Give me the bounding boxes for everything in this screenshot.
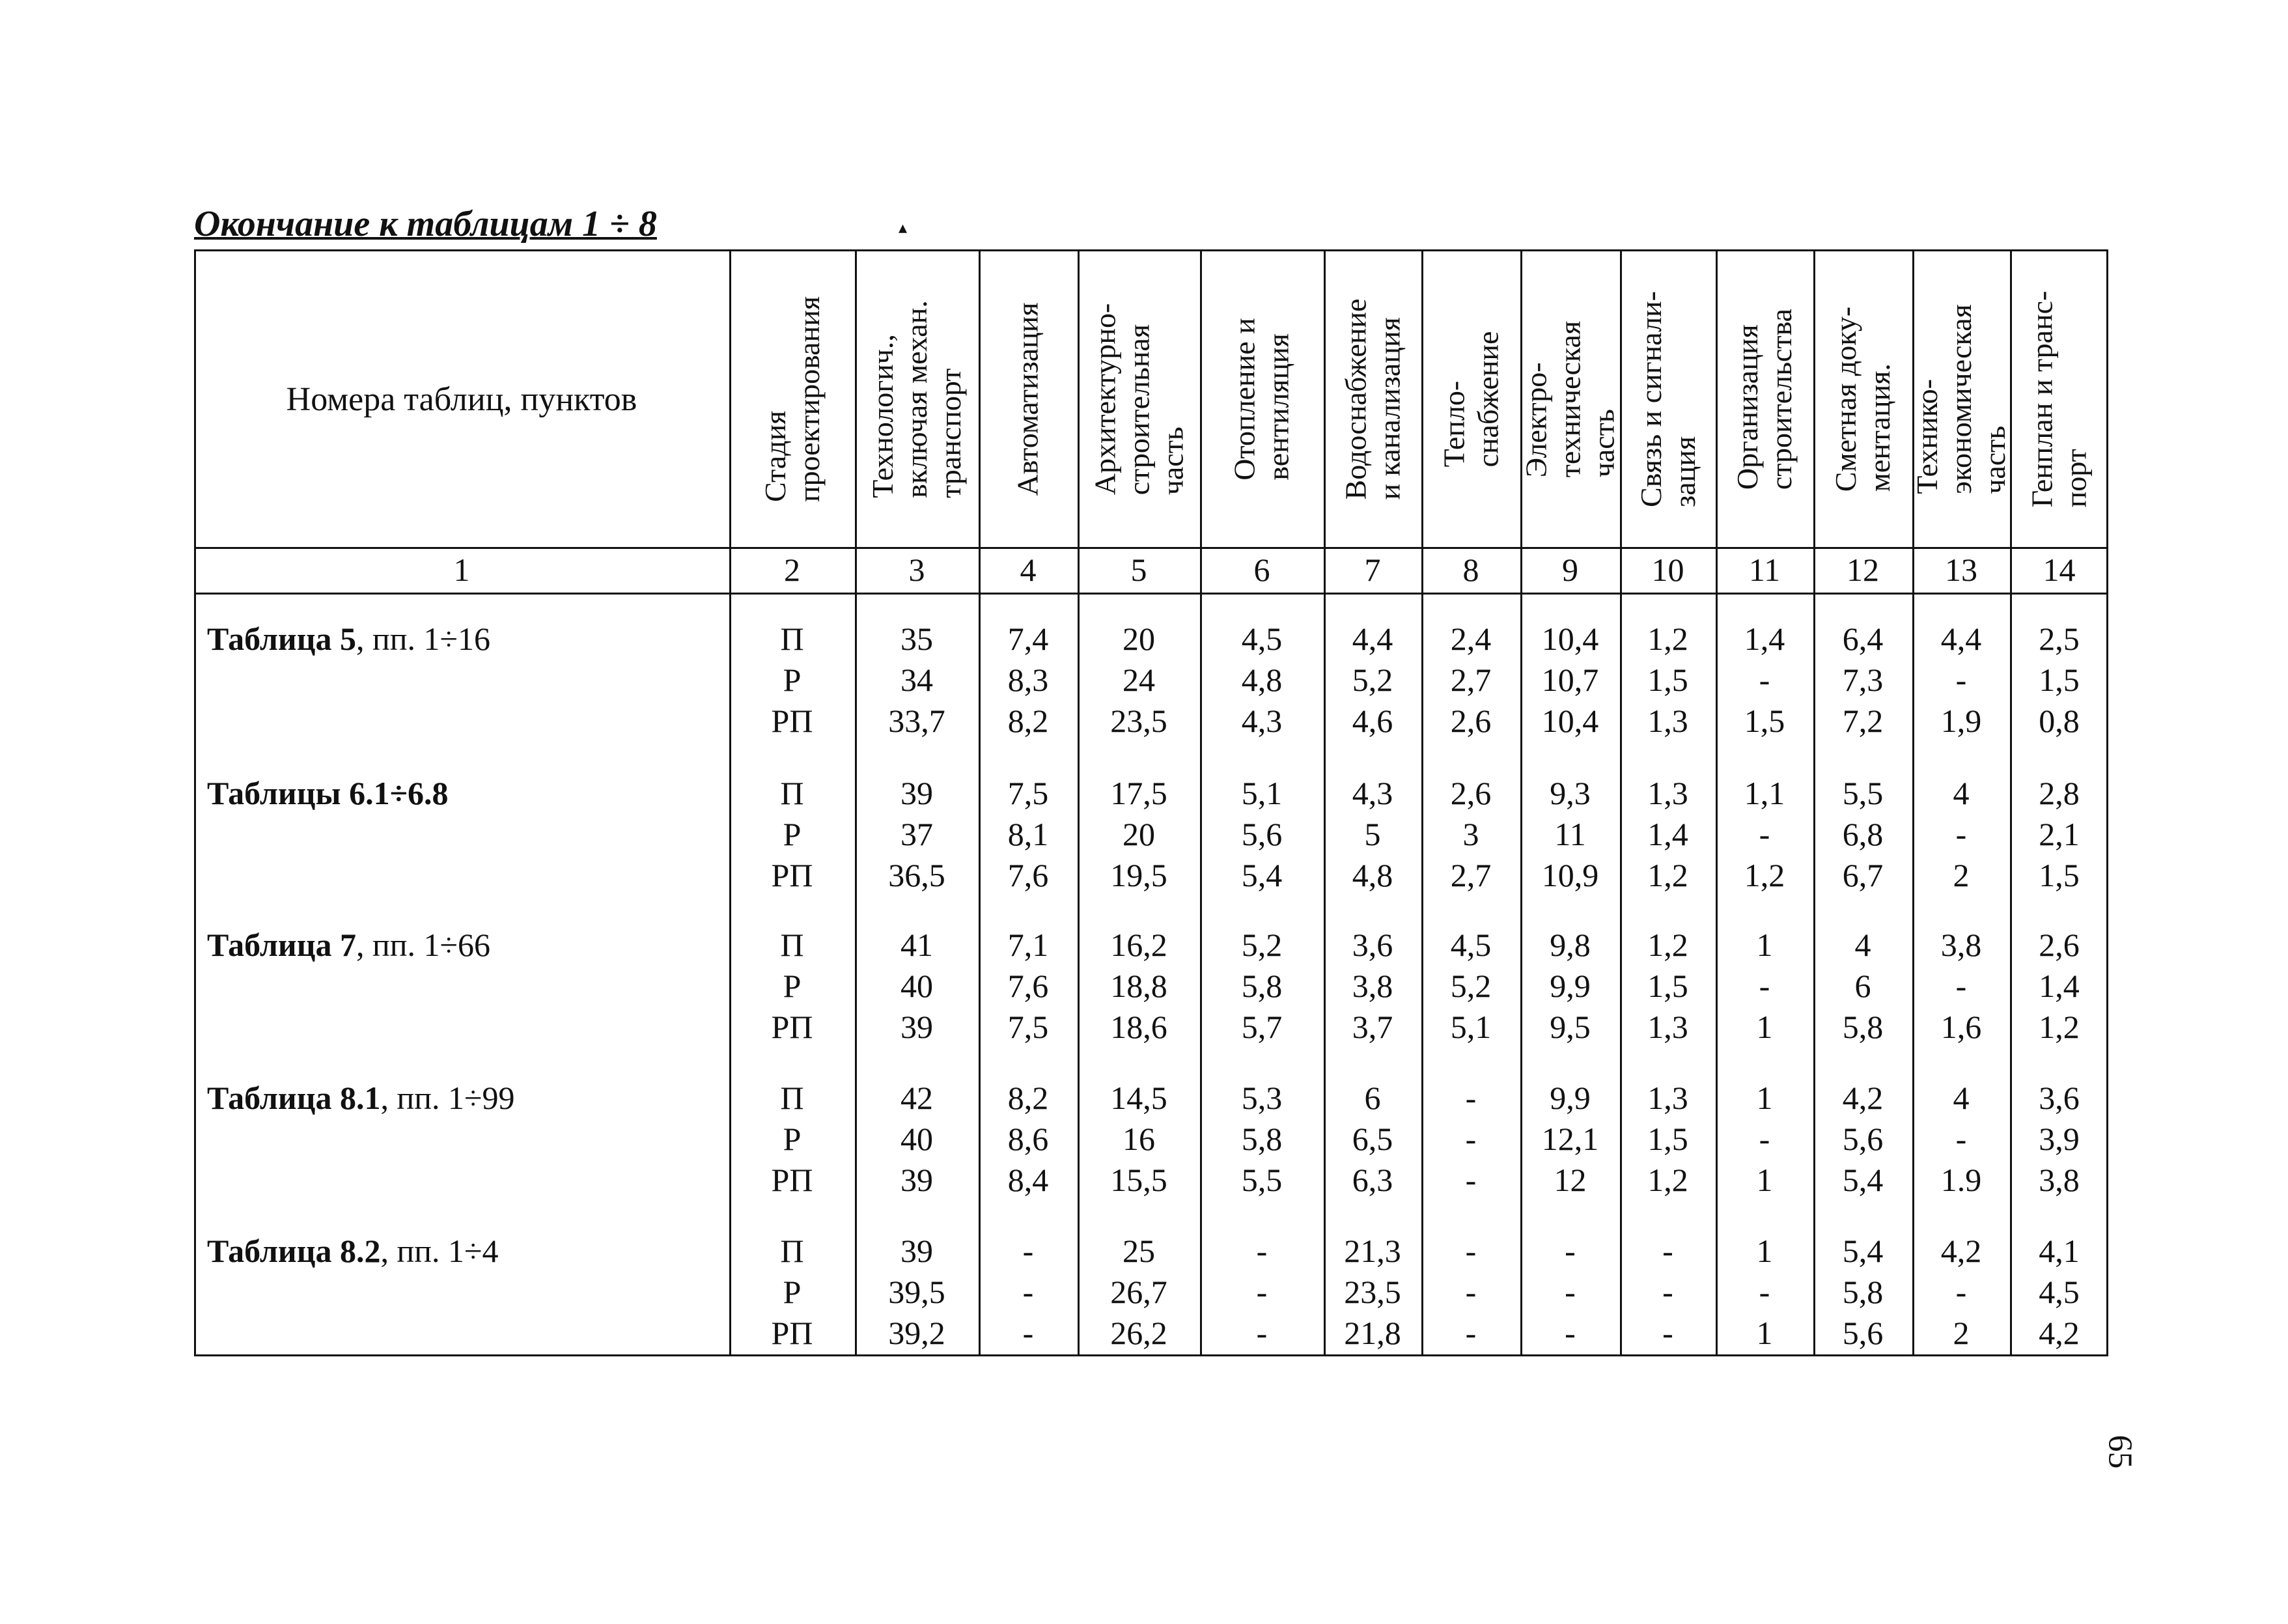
table-cell: 7,5 (1007, 1009, 1049, 1045)
header-col-3 (855, 249, 979, 549)
table-cell: - (1256, 1315, 1268, 1351)
table-cell: 2,6 (1450, 775, 1492, 811)
table-cell: - (1955, 1274, 1967, 1310)
header-col-6 (1200, 249, 1324, 549)
column-number: 3 (908, 552, 925, 588)
group-title (207, 1231, 499, 1271)
table-cell: 7,3 (1842, 662, 1884, 698)
table-cell: 20 (1123, 621, 1155, 657)
table-cell: 4,6 (1352, 703, 1393, 739)
header-col-10 (1620, 249, 1716, 549)
table-cell: 9,8 (1550, 927, 1591, 963)
table-cell: - (1759, 968, 1770, 1004)
table-cell: 6,3 (1352, 1162, 1393, 1198)
table-cell: 2,8 (2039, 775, 2080, 811)
table-cell: РП (771, 857, 813, 893)
table-cell: 24 (1123, 662, 1155, 698)
table-cell: - (1565, 1233, 1576, 1269)
table-cell: РП (771, 1315, 813, 1351)
table-cell: 1 (1756, 1162, 1773, 1198)
table-cell: 5,8 (1241, 1121, 1283, 1157)
table-cell: 8,1 (1007, 816, 1049, 852)
table-cell: 42 (900, 1080, 933, 1116)
group-title-rest: , пп. 1÷66 (356, 927, 490, 963)
table-cell: - (1662, 1233, 1673, 1269)
header-col-8 (1421, 249, 1520, 549)
table-cell: 39 (900, 775, 933, 811)
header-label: Сметная доку- ментация. (1829, 306, 1896, 492)
table-cell: 1 (1756, 927, 1773, 963)
table-cell: - (1465, 1162, 1477, 1198)
table-cell: 5,7 (1241, 1009, 1283, 1045)
column-number: 13 (1945, 552, 1977, 588)
table-cell: РП (771, 1009, 813, 1045)
group-title-rest: , пп. 1÷4 (380, 1233, 499, 1269)
table-cell: 9,9 (1550, 968, 1591, 1004)
table-cell: 5,4 (1241, 857, 1283, 893)
header-label: Технико- экономическая часть (1910, 304, 2012, 494)
table-cell: 23,5 (1110, 703, 1167, 739)
header-col-2 (729, 249, 855, 549)
table-cell: - (1465, 1121, 1477, 1157)
table-cell: 1,2 (1647, 927, 1688, 963)
table-cell: 3,6 (2039, 1080, 2080, 1116)
header-label: Водоснабжение и канализация (1339, 298, 1406, 500)
column-number: 14 (2043, 552, 2076, 588)
table-cell: - (1662, 1315, 1673, 1351)
table-cell: - (1465, 1233, 1477, 1269)
table-cell: - (1955, 968, 1967, 1004)
table-cell: 8,2 (1007, 1080, 1049, 1116)
table-cell: 2 (1953, 857, 1970, 893)
table-cell: 1,2 (1647, 621, 1688, 657)
table-cell: 10,9 (1541, 857, 1599, 893)
table-cell: 1 (1756, 1009, 1773, 1045)
table-cell: 5,6 (1241, 816, 1283, 852)
table-cell: 26,2 (1110, 1315, 1167, 1351)
table-cell: 9,3 (1550, 775, 1591, 811)
table-cell: 3,8 (1352, 968, 1393, 1004)
table-cell: 1 (1756, 1233, 1773, 1269)
group-title-rest: , пп. 1÷16 (356, 621, 490, 657)
table-cell: 5,4 (1842, 1162, 1884, 1198)
table-caption: Окончание к таблицам 1 ÷ 8 (194, 204, 657, 244)
table-cell: 21,3 (1344, 1233, 1401, 1269)
table-cell: 2 (1953, 1315, 1970, 1351)
table-cell: 2,7 (1450, 857, 1492, 893)
table-cell: 3,7 (1352, 1009, 1393, 1045)
header-col-11 (1716, 249, 1813, 549)
group-title-rest: , пп. 1÷99 (380, 1080, 515, 1116)
table-cell: 3 (1462, 816, 1479, 852)
table-cell: - (1955, 662, 1967, 698)
table-cell: 1,5 (1647, 662, 1688, 698)
table-cell: 37 (900, 816, 933, 852)
column-number: 5 (1130, 552, 1147, 588)
table-cell: - (1465, 1315, 1477, 1351)
table-cell: 6 (1854, 968, 1871, 1004)
table-cell: П (780, 775, 804, 811)
table-cell: 1,3 (1647, 775, 1688, 811)
table-cell: 12 (1554, 1162, 1587, 1198)
table-cell: 4,4 (1940, 621, 1982, 657)
table-cell: - (1465, 1274, 1477, 1310)
header-label: Технологич., включая механ. транспорт (866, 300, 968, 498)
table-cell: 5,1 (1450, 1009, 1492, 1045)
table-cell: - (1759, 1121, 1770, 1157)
table-cell: 4 (1953, 1080, 1970, 1116)
table-cell: 7,4 (1007, 621, 1049, 657)
table-cell: - (1256, 1274, 1268, 1310)
table-cell: Р (783, 662, 802, 698)
table-cell: 9,5 (1550, 1009, 1591, 1045)
table-cell: 1,2 (2039, 1009, 2080, 1045)
table-cell: 3,9 (2039, 1121, 2080, 1157)
header-label: Организация строительства (1731, 308, 1798, 490)
table-cell: 34 (900, 662, 933, 698)
table-cell: 39 (900, 1009, 933, 1045)
table-cell: 25 (1123, 1233, 1155, 1269)
table-cell: 1,2 (1744, 857, 1785, 893)
table-cell: 16 (1123, 1121, 1155, 1157)
table-cell: 5 (1364, 816, 1381, 852)
header-col-9 (1520, 249, 1620, 549)
table-cell: Р (783, 816, 802, 852)
column-number: 6 (1253, 552, 1270, 588)
table-cell: 2,1 (2039, 816, 2080, 852)
table-cell: 5,2 (1450, 968, 1492, 1004)
table-cell: 4,3 (1352, 775, 1393, 811)
table-cell: 39 (900, 1233, 933, 1269)
header-col-12 (1813, 249, 1912, 549)
table-cell: 1,5 (1744, 703, 1785, 739)
table-cell: 5,5 (1241, 1162, 1283, 1198)
table-cell: 2,6 (1450, 703, 1492, 739)
header-label: Отопление и вентиляция (1228, 318, 1296, 481)
table-cell: - (1465, 1080, 1477, 1116)
table-cell: - (1759, 662, 1770, 698)
table-cell: 39,2 (888, 1315, 945, 1351)
group-title (207, 1078, 515, 1118)
table-cell: 2,5 (2039, 621, 2080, 657)
header-label: Архитектурно- строительная часть (1088, 303, 1189, 496)
table-cell: 6,8 (1842, 816, 1884, 852)
table-cell: 4,2 (1940, 1233, 1982, 1269)
column-number: 8 (1462, 552, 1479, 588)
table-cell: 4,1 (2039, 1233, 2080, 1269)
column-number: 7 (1364, 552, 1381, 588)
column-number: 12 (1847, 552, 1879, 588)
table-cell: 7,5 (1007, 775, 1049, 811)
table-cell: 1,3 (1647, 1080, 1688, 1116)
header-label: Стадия проектирования (758, 296, 826, 502)
header-label: Связь и сигнали- зация (1634, 291, 1701, 507)
table-cell: 5,8 (1842, 1274, 1884, 1310)
table-cell: П (780, 927, 804, 963)
table-cell: - (1022, 1315, 1034, 1351)
table-cell: 1,5 (2039, 662, 2080, 698)
table-cell: 3,8 (1940, 927, 1982, 963)
table-cell: 1,3 (1647, 1009, 1688, 1045)
table-cell: 40 (900, 968, 933, 1004)
table-cell: 7,6 (1007, 968, 1049, 1004)
table-cell: 14,5 (1110, 1080, 1167, 1116)
header-label: Тепло- снабжение (1437, 331, 1504, 468)
table-cell: - (1256, 1233, 1268, 1269)
table-cell: 18,8 (1110, 968, 1167, 1004)
table-cell: 2,6 (2039, 927, 2080, 963)
column-number: 1 (453, 552, 470, 588)
table-cell: - (1022, 1274, 1034, 1310)
table-cell: - (1662, 1274, 1673, 1310)
table-cell: 4,5 (1450, 927, 1492, 963)
table-cell: 5,6 (1842, 1121, 1884, 1157)
table-cell: 5,2 (1241, 927, 1283, 963)
table-cell: 4,8 (1241, 662, 1283, 698)
group-title-bold: Таблицы 6.1÷6.8 (207, 775, 449, 811)
table-cell: 7,2 (1842, 703, 1884, 739)
table-cell: 5,2 (1352, 662, 1393, 698)
table-cell: 16,2 (1110, 927, 1167, 963)
column-number: 11 (1748, 552, 1781, 588)
table-cell: 17,5 (1110, 775, 1167, 811)
table-cell: 2,7 (1450, 662, 1492, 698)
table-cell: 11 (1554, 816, 1586, 852)
table-cell: Р (783, 968, 802, 1004)
table-cell: 10,4 (1541, 621, 1599, 657)
table-cell: 4,2 (2039, 1315, 2080, 1351)
table-cell: 26,7 (1110, 1274, 1167, 1310)
table-cell: 1,1 (1744, 775, 1785, 811)
table-cell: 5,8 (1241, 968, 1283, 1004)
table-cell: 4,5 (2039, 1274, 2080, 1310)
table-cell: 10,7 (1541, 662, 1599, 698)
table-cell: 1,5 (2039, 857, 2080, 893)
table-cell: 4,5 (1241, 621, 1283, 657)
table-cell: 1.9 (1940, 1162, 1982, 1198)
table-cell: 5,3 (1241, 1080, 1283, 1116)
table-cell: 6,5 (1352, 1121, 1393, 1157)
group-title-bold: Таблица 7 (207, 927, 357, 963)
table-cell: 3,8 (2039, 1162, 2080, 1198)
table-cell: РП (771, 1162, 813, 1198)
column-number: 2 (784, 552, 800, 588)
table-cell: 6,4 (1842, 621, 1884, 657)
table-cell: 1,2 (1647, 857, 1688, 893)
table-cell: 6 (1364, 1080, 1381, 1116)
table-cell: 18,6 (1110, 1009, 1167, 1045)
table-cell: 40 (900, 1121, 933, 1157)
table-cell: П (780, 1080, 804, 1116)
page-number: 65 (2101, 1435, 2139, 1469)
table-cell: 20 (1123, 816, 1155, 852)
table-cell: 4 (1854, 927, 1871, 963)
table-cell: 4,2 (1842, 1080, 1884, 1116)
table-cell: 6,7 (1842, 857, 1884, 893)
table-cell: 1,4 (2039, 968, 2080, 1004)
header-col-14 (2010, 249, 2108, 549)
table-cell: 1,4 (1744, 621, 1785, 657)
table-cell: 3,6 (1352, 927, 1393, 963)
table-cell: 1,3 (1647, 703, 1688, 739)
group-title-bold: Таблица 8.2 (207, 1233, 381, 1269)
table-cell: 4,8 (1352, 857, 1393, 893)
table-cell: 39,5 (888, 1274, 945, 1310)
table-cell: 7,6 (1007, 857, 1049, 893)
table-cell: 2,4 (1450, 621, 1492, 657)
table-cell: - (1955, 816, 1967, 852)
table-cell: 9,9 (1550, 1080, 1591, 1116)
table-cell: 21,8 (1344, 1315, 1401, 1351)
table-cell: 4 (1953, 775, 1970, 811)
table-cell: 1,4 (1647, 816, 1688, 852)
table-cell: 19,5 (1110, 857, 1167, 893)
table-cell: - (1759, 816, 1770, 852)
table-cell: 1 (1756, 1080, 1773, 1116)
header-col-4 (979, 249, 1078, 549)
group-title (207, 925, 490, 965)
table-cell: 5,8 (1842, 1009, 1884, 1045)
header-col-5 (1078, 249, 1200, 549)
table-cell: Р (783, 1121, 802, 1157)
table-cell: 1,5 (1647, 968, 1688, 1004)
group-title (207, 619, 490, 659)
group-title-bold: Таблица 5 (207, 621, 357, 657)
header-label: Автоматизация (1011, 302, 1045, 496)
header-label: Электро- техническая часть (1519, 320, 1621, 478)
scan-mark: ▴ (899, 218, 908, 237)
table-cell: 8,3 (1007, 662, 1049, 698)
table-cell: 1,2 (1647, 1162, 1688, 1198)
table-cell: 36,5 (888, 857, 945, 893)
table-cell: - (1022, 1233, 1034, 1269)
table-cell: 33,7 (888, 703, 945, 739)
table-cell: 5,4 (1842, 1233, 1884, 1269)
group-title (207, 773, 449, 813)
table-cell: 35 (900, 621, 933, 657)
table-cell: 8,6 (1007, 1121, 1049, 1157)
table-cell: 1,5 (1647, 1121, 1688, 1157)
table-cell: 1,6 (1940, 1009, 1982, 1045)
table-cell: 39 (900, 1162, 933, 1198)
table-cell: П (780, 621, 804, 657)
header-col-7 (1324, 249, 1421, 549)
header-label: Генплан и транс- порт (2025, 290, 2093, 508)
table-cell: 7,1 (1007, 927, 1049, 963)
table-cell: 5,1 (1241, 775, 1283, 811)
column-number: 10 (1651, 552, 1684, 588)
table-cell: - (1565, 1274, 1576, 1310)
table-cell: 8,2 (1007, 703, 1049, 739)
table-cell: 4,4 (1352, 621, 1393, 657)
column-number: 9 (1562, 552, 1578, 588)
table-cell: - (1565, 1315, 1576, 1351)
table-cell: 12,1 (1541, 1121, 1599, 1157)
table-cell: - (1955, 1121, 1967, 1157)
group-title-bold: Таблица 8.1 (207, 1080, 381, 1116)
table-cell: РП (771, 703, 813, 739)
table-cell: П (780, 1233, 804, 1269)
column-number: 4 (1020, 552, 1037, 588)
table-cell: 1,9 (1940, 703, 1982, 739)
table-cell: 23,5 (1344, 1274, 1401, 1310)
table-cell: Р (783, 1274, 802, 1310)
header-col1: Номера таблиц, пунктов (286, 380, 637, 418)
table-cell: 1 (1756, 1315, 1773, 1351)
table-cell: 0,8 (2039, 703, 2080, 739)
table-cell: 4,3 (1241, 703, 1283, 739)
table-cell: 5,6 (1842, 1315, 1884, 1351)
header-col-13 (1912, 249, 2010, 549)
table-cell: 10,4 (1541, 703, 1599, 739)
table-cell: 8,4 (1007, 1162, 1049, 1198)
number-row-divider (194, 593, 2108, 595)
table-cell: 5,5 (1842, 775, 1884, 811)
table-cell: 15,5 (1110, 1162, 1167, 1198)
table-cell: 41 (900, 927, 933, 963)
table-cell: - (1759, 1274, 1770, 1310)
